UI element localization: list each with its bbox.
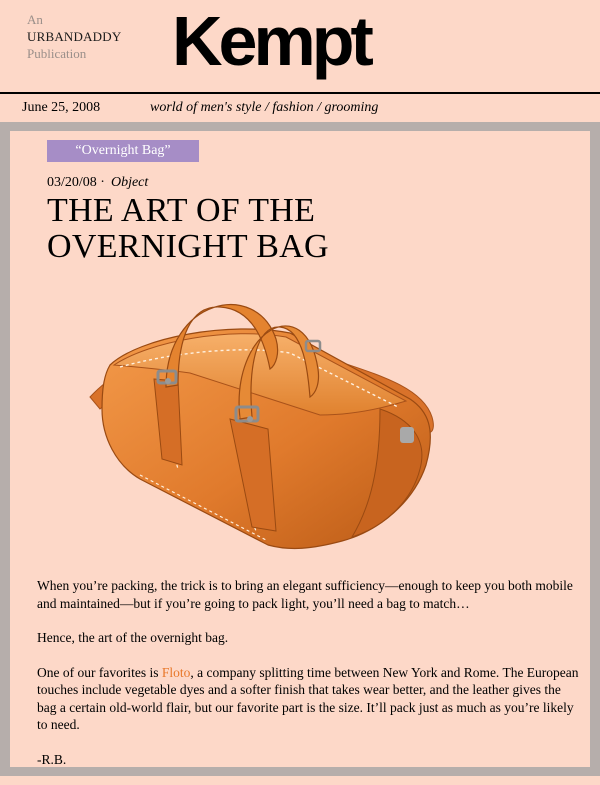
site-logo[interactable]: Kempt — [172, 2, 370, 80]
body-paragraph-1: When you’re packing, the trick is to bring an elegant sufficiency—enough to keep you both mobile and maintained—but if you’re going to pack light, you’ll need a bag to match… — [37, 578, 573, 611]
p3-rest: , a company splitting time between New York and Rome. The European touches include vegetable dyes and a softer finish that takes wear better, and the leather gives the bag a certain old-world flair, but our favorite part is the size. It’ll pack just as much as you’re likely to need. — [37, 664, 579, 732]
article-title — [47, 193, 567, 265]
body-paragraph-3 — [37, 664, 582, 734]
dateline-bar — [0, 94, 600, 122]
issue-date: June 25, 2008 — [22, 100, 101, 115]
site-tagline: world of men's style / fashion / grooming — [150, 100, 379, 115]
article-body — [37, 577, 582, 785]
floto-link[interactable]: Floto — [161, 664, 191, 680]
article-category[interactable]: Object — [110, 175, 149, 190]
body-paragraph-2: Hence, the art of the overnight bag. — [37, 630, 229, 645]
publisher-byline — [27, 11, 121, 62]
byline-brand[interactable]: URBANDADDY — [27, 29, 122, 44]
byline-publication: Publication — [27, 46, 87, 61]
article-tag[interactable]: “Overnight Bag” — [47, 140, 199, 162]
byline-an: An — [27, 12, 43, 27]
article-date: 03/20/08 · — [47, 175, 105, 190]
masthead — [0, 0, 600, 92]
leather-duffel-bag-icon — [80, 269, 460, 569]
p3-lead: One of our favorites is — [37, 664, 162, 680]
content-frame — [0, 122, 600, 776]
title-line-2: OVERNIGHT BAG — [47, 228, 329, 265]
article-panel — [10, 131, 590, 767]
article-meta — [47, 175, 148, 191]
article-signature: -R.B. — [37, 751, 67, 767]
title-line-1: THE ART OF THE — [47, 192, 316, 229]
